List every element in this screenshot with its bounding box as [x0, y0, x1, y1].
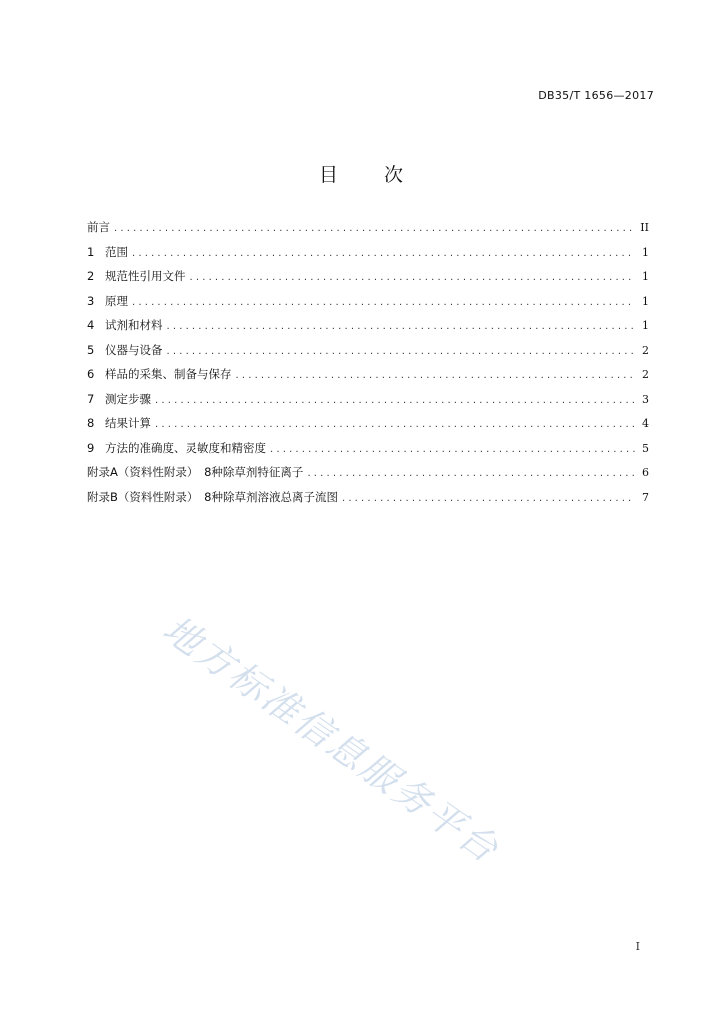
leader-dots	[114, 223, 635, 234]
leader-dots	[236, 370, 636, 381]
leader-dots	[190, 272, 636, 283]
toc-item-label: 附录B（资料性附录） 8种除草剂溶液总离子流图	[87, 489, 338, 504]
toc-item-sampling[interactable]	[87, 366, 649, 391]
toc-item-number: 4	[87, 318, 95, 332]
title-right-char: 次	[384, 164, 406, 186]
toc-item-page: 3	[642, 392, 649, 406]
page-number: I	[635, 940, 640, 953]
toc-item-page: 1	[642, 245, 649, 259]
toc-item-label: 范围	[105, 244, 128, 259]
toc-item-label: 前言	[87, 220, 110, 234]
toc-item-label: 测定步骤	[105, 391, 151, 406]
toc-item-normative-references[interactable]	[87, 268, 649, 293]
toc-item-foreword[interactable]	[87, 219, 649, 244]
toc-item-label: 仪器与设备	[105, 342, 163, 357]
leader-dots	[167, 321, 636, 332]
toc-item-number: 9	[87, 440, 95, 455]
toc-item-label: 附录A（资料性附录） 8种除草剂特征离子	[87, 465, 304, 479]
leader-dots	[270, 444, 635, 455]
toc-item-calculation[interactable]	[87, 415, 649, 440]
toc-item-page: 1	[642, 319, 649, 332]
title-left-char: 目	[318, 164, 340, 186]
toc-item-page: 6	[642, 466, 649, 479]
toc-item-number: 6	[87, 367, 95, 381]
toc-item-number: 5	[87, 342, 95, 357]
toc-item-accuracy[interactable]	[87, 440, 649, 465]
leader-dots	[155, 395, 635, 406]
leader-dots	[342, 493, 635, 504]
leader-dots	[132, 248, 635, 259]
toc-item-label: 结果计算	[105, 416, 151, 430]
toc-item-appendix-a[interactable]	[87, 464, 649, 489]
leader-dots	[167, 346, 636, 357]
toc-item-number: 8	[87, 416, 95, 430]
toc-item-page: 7	[642, 490, 649, 504]
page-title	[0, 160, 724, 187]
toc-item-page: 1	[642, 270, 649, 283]
toc-item-reagents[interactable]	[87, 317, 649, 342]
toc-item-page: 2	[642, 343, 649, 357]
leader-dots	[132, 297, 635, 308]
toc-item-page: 2	[642, 368, 649, 381]
toc-item-page: II	[640, 221, 649, 234]
toc-item-number: 7	[87, 391, 95, 406]
toc-item-page: 5	[642, 441, 649, 455]
toc-item-instruments[interactable]	[87, 342, 649, 367]
toc-item-number: 1	[87, 244, 95, 259]
toc-item-label: 方法的准确度、灵敏度和精密度	[105, 440, 266, 455]
toc-item-number: 2	[87, 269, 95, 283]
leader-dots	[307, 468, 635, 479]
toc-item-label: 原理	[105, 293, 128, 308]
toc-item-number: 3	[87, 293, 95, 308]
toc-item-label: 样品的采集、制备与保存	[105, 367, 232, 381]
toc-item-principle[interactable]	[87, 293, 649, 318]
table-of-contents	[87, 219, 649, 513]
document-code: DB35/T 1656—2017	[538, 89, 654, 102]
watermark: 地方标准信息服务平台	[155, 607, 508, 873]
leader-dots	[155, 419, 635, 430]
toc-item-label: 试剂和材料	[105, 318, 163, 332]
toc-item-page: 1	[642, 294, 649, 308]
toc-item-appendix-b[interactable]	[87, 489, 649, 514]
toc-item-scope[interactable]	[87, 244, 649, 269]
toc-item-label: 规范性引用文件	[105, 269, 186, 283]
toc-item-procedure[interactable]	[87, 391, 649, 416]
toc-item-page: 4	[642, 417, 649, 430]
